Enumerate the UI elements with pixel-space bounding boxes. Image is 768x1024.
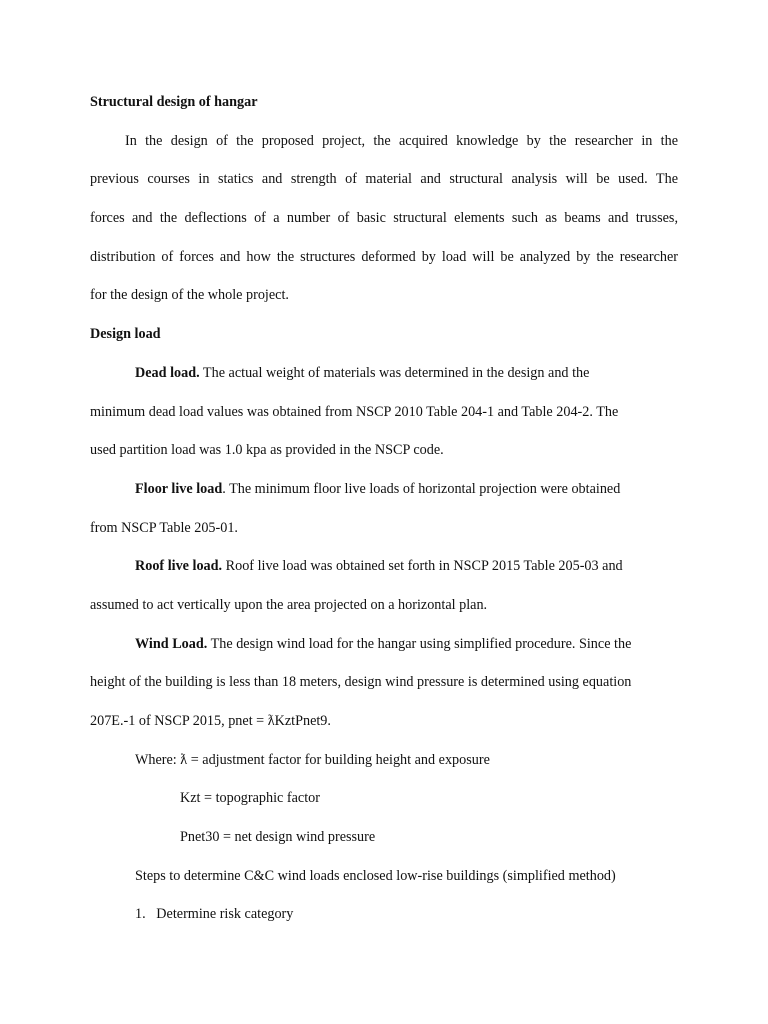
where-line-2: Kzt = topographic factor (180, 790, 320, 807)
dead-load-label: Dead load. (135, 364, 200, 381)
steps-intro: Steps to determine C&C wind loads enclosed low-rise buildings (simplified method) (135, 867, 616, 884)
intro-line-2: previous courses in statics and strength of material and structural analysis will be used. The (90, 171, 678, 188)
wind-load-line-1 (90, 630, 678, 669)
intro-line-5: for the design of the whole project. (90, 287, 289, 304)
roof-live-load-label: Roof live load. (135, 558, 223, 575)
wind-load-label: Wind Load. (135, 635, 208, 652)
wind-load-line-3: 207E.-1 of NSCP 2015, pnet = ƛKztPnet9. (90, 713, 331, 729)
dead-load-text: The actual weight of materials was determined in the design and the (199, 364, 590, 381)
dead-load-line-3: used partition load was 1.0 kpa as provided in the NSCP code. (90, 442, 444, 459)
floor-live-load-label: Floor live load (135, 480, 223, 497)
roof-live-load-line-1 (90, 552, 678, 591)
floor-live-load-line-2: from NSCP Table 205-01. (90, 519, 238, 536)
where-line-3: Pnet30 = net design wind pressure (180, 829, 376, 846)
where-line-1: Where: ƛ = adjustment factor for building height and exposure (135, 751, 490, 768)
wind-load-text: The design wind load for the hangar using simplified procedure. Since the (207, 635, 632, 652)
document-page (90, 88, 678, 939)
section-title: Structural design of hangar (90, 94, 258, 110)
roof-live-load-text: Roof live load was obtained set forth in NSCP 2015 Table 205-03 and (222, 558, 623, 575)
design-load-heading: Design load (90, 326, 161, 343)
step-item-1: 1. Determine risk category (135, 906, 294, 923)
intro-line-4: distribution of forces and how the structures deformed by load will be analyzed by the researcher (90, 248, 678, 265)
dead-load-line-2: minimum dead load values was obtained from NSCP 2010 Table 204-1 and Table 204-2. The (90, 403, 619, 420)
floor-live-load-text: . The minimum floor live loads of horizontal projection were obtained (222, 480, 621, 497)
dead-load-line-1 (90, 359, 678, 398)
floor-live-load-line-1 (90, 475, 678, 514)
intro-line-1: In the design of the proposed project, the acquired knowledge by the researcher in the (125, 132, 678, 149)
intro-line-3: forces and the deflections of a number of basic structural elements such as beams and trusses, (90, 210, 678, 227)
wind-load-line-2: height of the building is less than 18 meters, design wind pressure is determined using equation (90, 674, 632, 691)
roof-live-load-line-2: assumed to act vertically upon the area projected on a horizontal plan. (90, 596, 488, 613)
